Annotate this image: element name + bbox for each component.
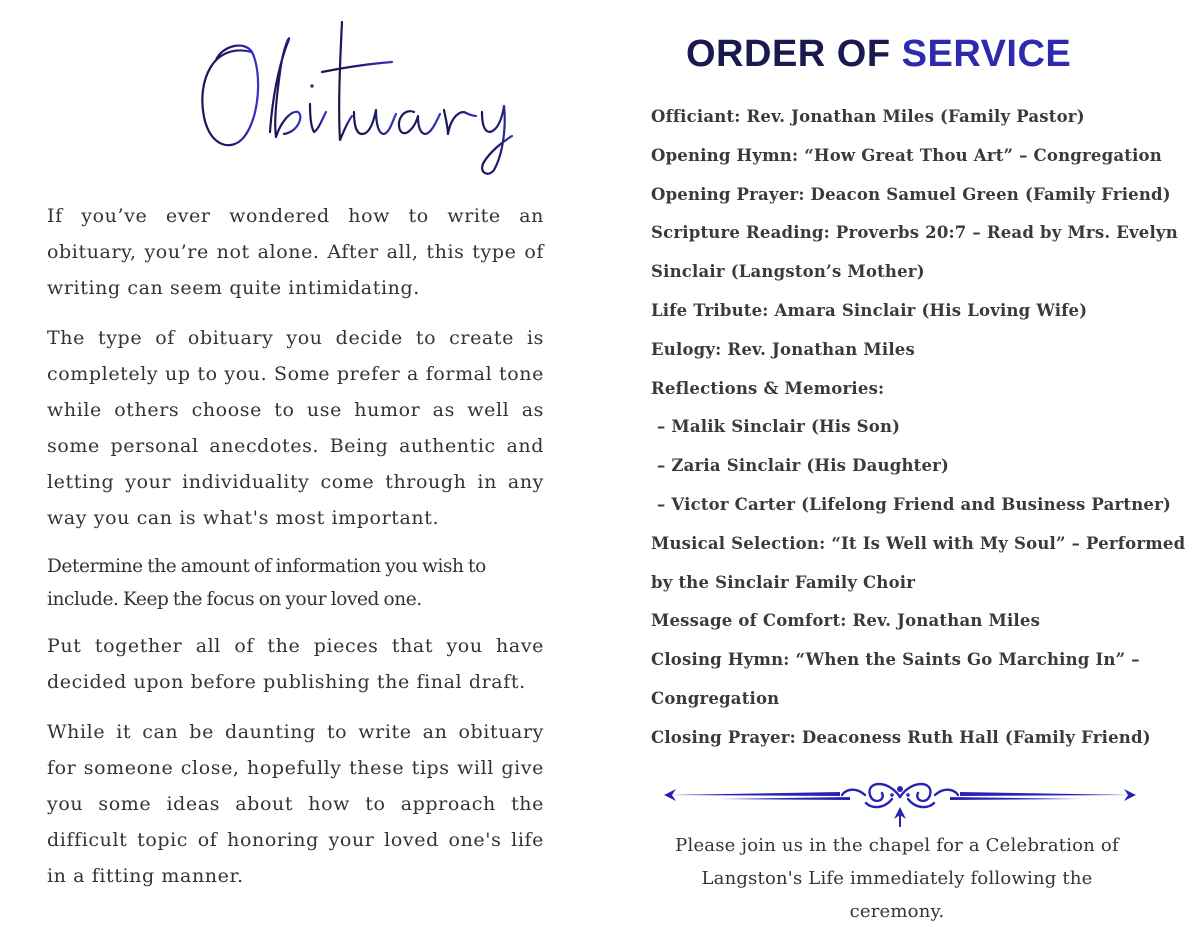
ornamental-divider-icon (660, 775, 1140, 831)
paragraph-amount: Determine the amount of information you wish to include. Keep the focus on your loved one. (47, 556, 486, 610)
service-item: Closing Hymn: “When the Saints Go Marching In” – (651, 650, 1140, 670)
service-item: Opening Hymn: “How Great Thou Art” – Congregation (651, 145, 1162, 165)
service-item: by the Sinclair Family Choir (651, 572, 916, 592)
reception-announcement (652, 829, 1142, 927)
service-subitem: – Zaria Sinclair (His Daughter) (657, 456, 950, 476)
service-item: Musical Selection: “It Is Well with My Soul” – Performed (651, 533, 1186, 553)
service-item: Eulogy: Rev. Jonathan Miles (651, 339, 915, 359)
obituary-title (192, 12, 522, 182)
heading-part-2: SERVICE (901, 33, 1072, 75)
paragraph-intro: If you’ve ever wondered how to write an obituary, you’re not alone. After all, this type of writing can seem quite intimidating. (47, 205, 544, 299)
obituary-script-lettering (192, 12, 522, 182)
service-item: Closing Prayer: Deaconess Ruth Hall (Family Friend) (651, 727, 1151, 747)
service-item: Sinclair (Langston’s Mother) (651, 262, 925, 282)
service-item: Congregation (651, 688, 780, 708)
service-program-list (651, 98, 1186, 758)
paragraph-closing: While it can be daunting to write an obituary for someone close, hopefully these tips will give you some ideas about how to approach the difficult topic of honoring your loved one's life in a fitting manner. (47, 721, 544, 887)
heading-part-1: ORDER OF (686, 33, 891, 75)
service-item: Officiant: Rev. Jonathan Miles (Family Pastor) (651, 107, 1085, 126)
service-item: Life Tribute: Amara Sinclair (His Loving Wife) (651, 300, 1088, 320)
service-item: Scripture Reading: Proverbs 20:7 – Read by Mrs. Evelyn (651, 223, 1178, 243)
order-of-service-heading (686, 33, 1071, 76)
closing-line-2: Langston's Life immediately following the ceremony. (701, 868, 1093, 922)
service-item: Opening Prayer: Deacon Samuel Green (Family Friend) (651, 184, 1171, 204)
paragraph-pieces: Put together all of the pieces that you have decided upon before publishing the final draft. (47, 635, 544, 693)
obituary-body (47, 198, 544, 908)
service-subitem: – Victor Carter (Lifelong Friend and Business Partner) (657, 494, 1171, 514)
service-subitem: – Malik Sinclair (His Son) (657, 417, 901, 437)
service-item: Message of Comfort: Rev. Jonathan Miles (651, 611, 1041, 631)
service-item: Reflections & Memories: (651, 378, 885, 398)
closing-line-1: Please join us in the chapel for a Celebration of (675, 835, 1119, 856)
paragraph-type: The type of obituary you decide to create is completely up to you. Some prefer a formal tone while others choose to use humor as well as some personal anecdotes. Being authentic and letting your individuality come through in any way you can is what's most important. (47, 327, 544, 529)
